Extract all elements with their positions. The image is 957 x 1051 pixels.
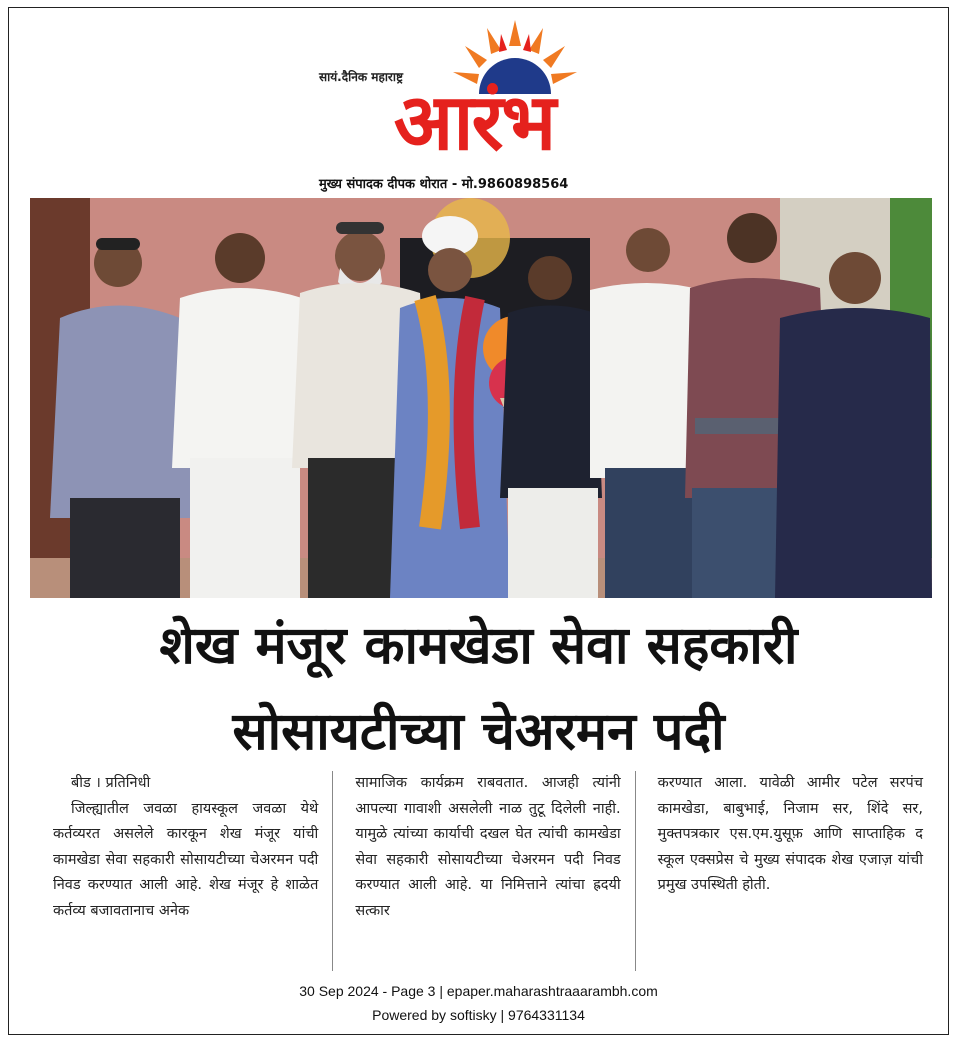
epaper-page — [8, 7, 949, 1035]
article-dateline: बीड । प्रतिनिधी — [71, 775, 151, 791]
article-column-1 — [53, 771, 333, 971]
footer-powered-by: Powered by softisky | 9764331134 — [372, 1007, 585, 1023]
article-column-2 — [355, 771, 635, 971]
article-column-3 — [658, 771, 923, 971]
article-body — [53, 771, 923, 971]
article-text-col-1: जिल्ह्यातील जवळा हायस्कूल जवळा येथे कर्तव्यरत असलेले कारकून शेख मंजूर यांची कामखेडा सेवा सहकारी सोसायटीच्या चेअरमन पदी निवड करण्यात आली आहे. शेख मंजूर हे शाळेत कर्तव्य बजावतानाच अनेक — [53, 800, 319, 919]
group-felicitation-photo-icon — [30, 198, 932, 598]
article-text-col-3: करण्यात आला. यावेळी आमीर पटेल सरपंच कामखेडा, बाबुभाई, निजाम सर, शिंदे सर, मुक्तपत्रकार एस.एम.युसूफ़ आणि साप्ताहिक द स्कूल एक्सप्रेस चे मुख्य संपादक शेख एजाज़ यांची प्रमुख उपस्थिती होती. — [657, 775, 923, 893]
newspaper-logo: आरंभ — [393, 78, 555, 168]
headline-line-2: सोसायटीच्या चेअरमन पदी — [232, 702, 725, 762]
masthead — [9, 8, 948, 200]
article-text-col-2: सामाजिक कार्यक्रम राबवतात. आजही त्यांनी आपल्या गावाशी असलेली नाळ तुटू दिलेली नाही. यामुळे त्यांच्या कार्याची दखल घेत त्यांची कामखेडा सेवा सहकारी सोसायटीच्या चेअरमन पदी निवड करण्यात आली आहे. या निमित्ताने त्यांचा ह्रदयी सत्कार — [355, 775, 621, 919]
headline-line-1: शेख मंजूर कामखेडा सेवा सहकारी — [159, 616, 798, 676]
footer-date-page-url: 30 Sep 2024 - Page 3 | epaper.maharashtraaarambh.com — [299, 983, 658, 999]
news-photo — [30, 198, 932, 598]
masthead-tagline: सायं.दैनिक महाराष्ट्र — [319, 70, 403, 84]
editor-contact-line: मुख्य संपादक दीपक थोरात - मो.9860898564 — [319, 177, 569, 192]
